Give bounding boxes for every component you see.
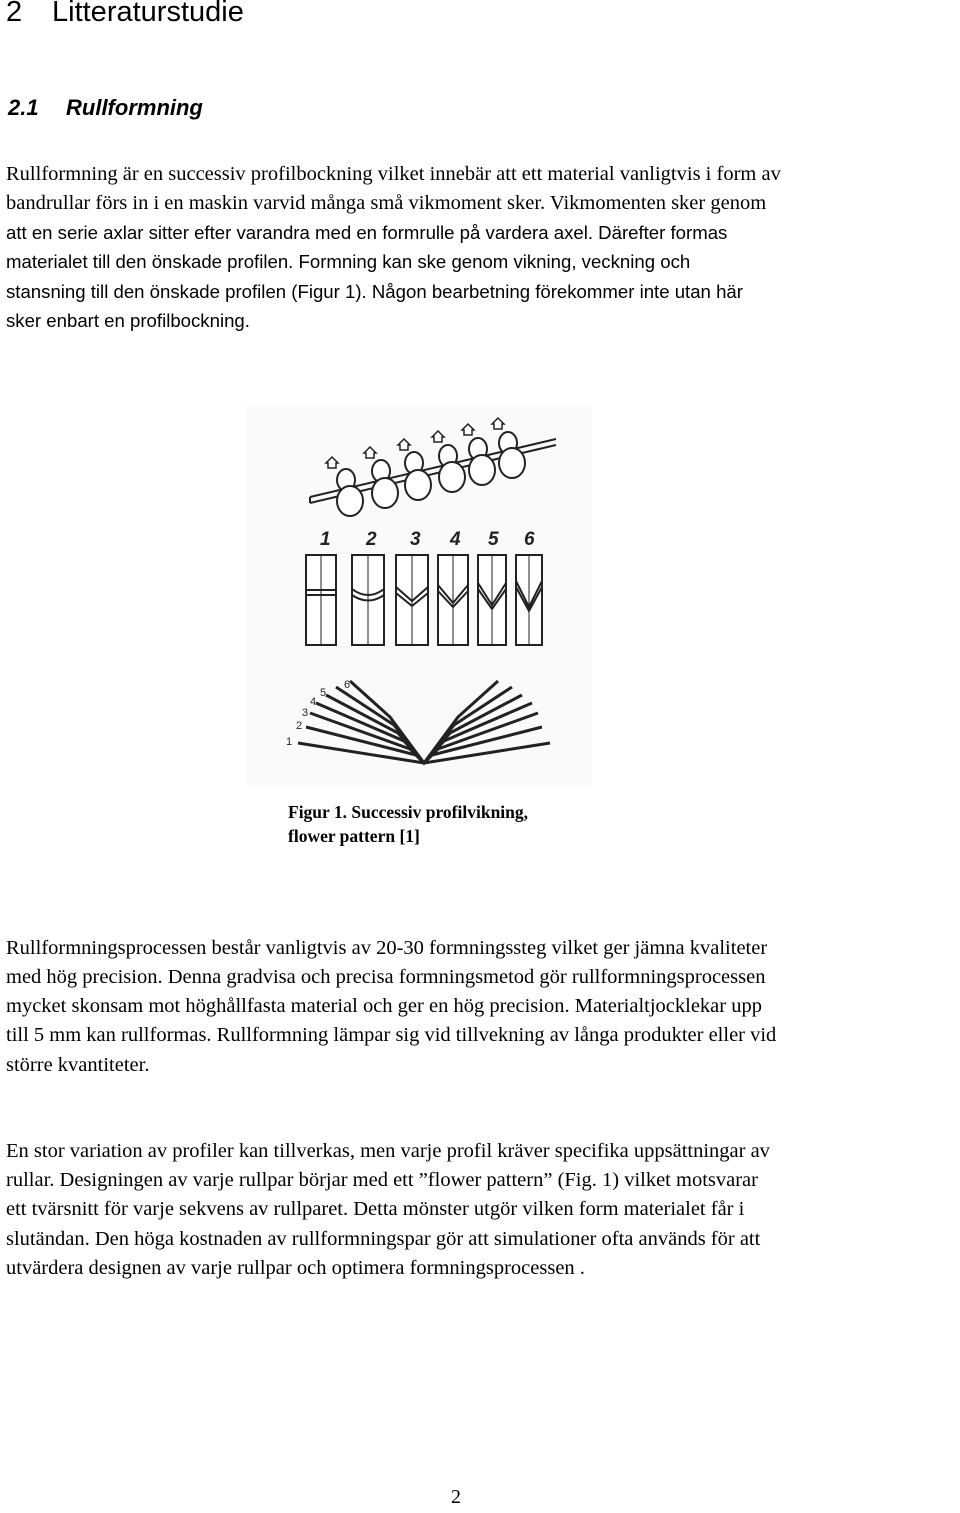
subsection-title: Rullformning (66, 95, 203, 120)
section-heading (6, 0, 244, 29)
flower-label-4: 4 (310, 696, 317, 708)
text-line: med hög precision. Denna gradvisa och precisa formningsmetod gör rullformningsprocessen (6, 966, 766, 988)
text-line: slutändan. Den höga kostnaden av rullformningspar gör att simulationer ofta används för att (6, 1228, 761, 1250)
flower-label-6: 6 (344, 679, 351, 691)
text-line: materialet till den önskade profilen. Formning kan ske genom vikning, veckning och (6, 251, 691, 272)
step-number-4: 4 (450, 529, 461, 550)
roll-forming-figure (246, 405, 592, 785)
section-title: Litteraturstudie (52, 0, 244, 28)
step-number-5: 5 (488, 529, 499, 550)
figure-caption-line-2: flower pattern [1] (288, 826, 420, 846)
text-line: sker enbart en profilbockning. (6, 310, 250, 331)
text-line: utvärdera designen av varje rullpar och optimera formningsprocessen . (6, 1257, 585, 1279)
section-number: 2 (6, 0, 23, 28)
step-number-1: 1 (320, 529, 331, 550)
step-number-6: 6 (524, 529, 535, 550)
step-number-2: 2 (366, 529, 377, 550)
flower-label-2: 2 (296, 720, 303, 732)
text-line: stansning till den önskade profilen (Figur 1). Någon bearbetning förekommer inte utan här (6, 281, 743, 302)
figure-caption-line-1: Figur 1. Successiv profilvikning, (288, 802, 529, 822)
text-line: En stor variation av profiler kan tillverkas, men varje profil kräver specifika uppsättningar av (6, 1140, 770, 1162)
text-line: större kvantiteter. (6, 1054, 150, 1076)
text-line: rullar. Designingen av varje rullpar börjar med ett ”flower pattern” (Fig. 1) vilket motsvarar (6, 1169, 758, 1191)
text-line: till 5 mm kan rullformas. Rullformning lämpar sig vid tillvekning av långa produkter eller vid (6, 1024, 777, 1046)
text-line: Rullformning är en successiv profilbockning vilket innebär att ett material vanligtvis i form av (6, 163, 781, 185)
text-line: mycket skonsam mot höghållfasta material och ger en hög precision. Materialtjocklekar upp (6, 995, 762, 1017)
page-number: 2 (451, 1486, 461, 1508)
text-line: att en serie axlar sitter efter varandra med en formrulle på vardera axel. Därefter formas (6, 222, 728, 243)
flower-label-5: 5 (320, 687, 327, 699)
roll-forming-illustration (246, 405, 592, 785)
flower-label-3: 3 (302, 707, 309, 719)
text-line: bandrullar förs in i en maskin varvid många små vikmoment sker. Vikmomenten sker genom (6, 192, 767, 214)
subsection-number: 2.1 (8, 95, 39, 120)
text-line: Rullformningsprocessen består vanligtvis av 20-30 formningssteg vilket ger jämna kvaliteter (6, 937, 768, 959)
text-line: ett tvärsnitt för varje sekvens av rullparet. Detta mönster utgör vilken form materialet får i (6, 1198, 745, 1220)
subsection-heading (8, 95, 203, 121)
flower-label-1: 1 (286, 736, 293, 748)
step-number-3: 3 (410, 529, 421, 550)
